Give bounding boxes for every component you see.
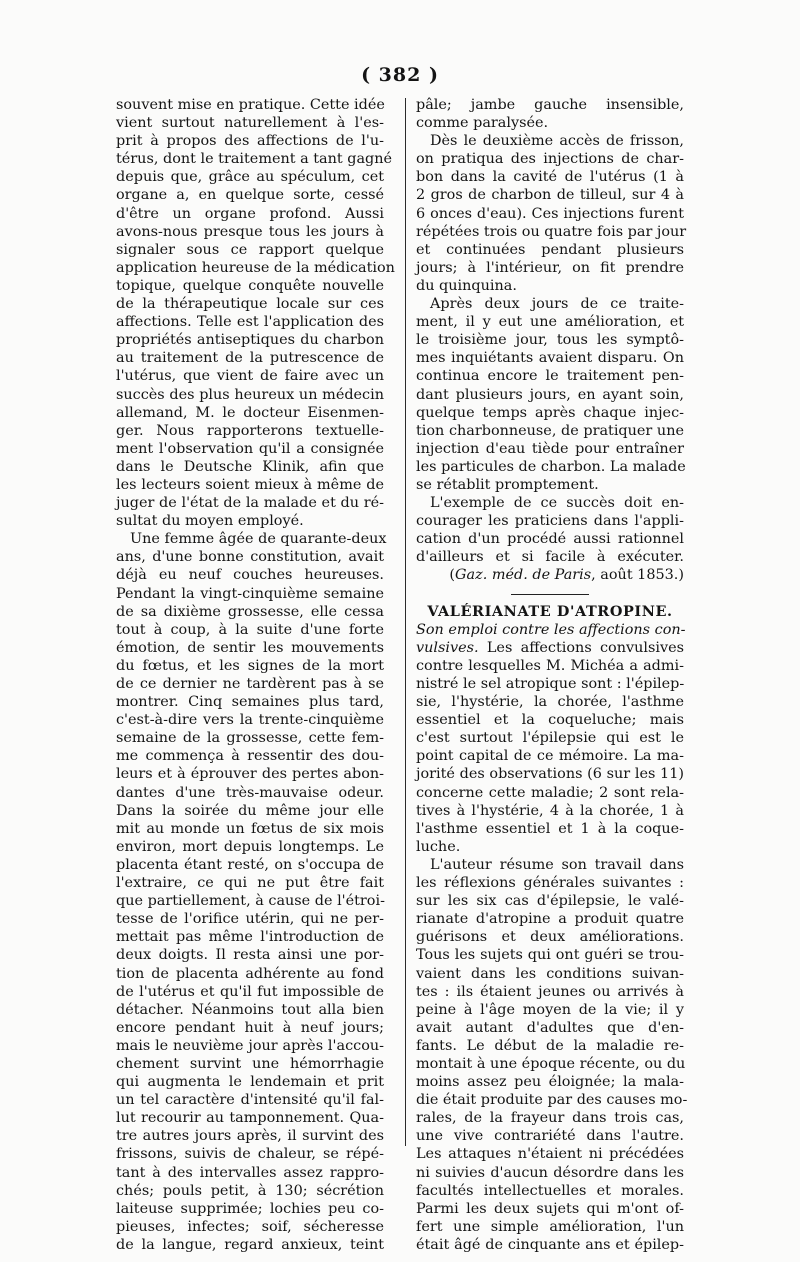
text-line: cation d'un procédé aussi rationnel <box>416 531 684 548</box>
text-line: tre autres jours après, il survint des <box>116 1128 384 1145</box>
text-line: térus, dont le traitement a tant gagné <box>116 151 393 168</box>
text-line: souvent mise en pratique. Cette idée <box>116 97 385 113</box>
text-line: du quinquina. <box>416 277 517 294</box>
right-column-bottom-text <box>416 639 688 1254</box>
text-line: die était produite par des causes mo- <box>416 1092 688 1109</box>
text-line: qui augmenta le lendemain et prit <box>116 1074 384 1091</box>
text-line: de ce dernier ne tardèrent pas à se <box>116 676 384 692</box>
text-line: prit à propos des affections de l'u- <box>116 133 384 150</box>
text-line: c'est surtout l'épilepsie qui est le <box>416 730 684 747</box>
text-line: pâle; jambe gauche insensible, <box>416 97 684 113</box>
text-line: mes inquiétants avaient disparu. On <box>416 350 684 367</box>
text-line: l'extraire, ce qui ne put être fait <box>116 875 384 892</box>
text-line: propriétés antiseptiques du charbon <box>116 332 384 349</box>
text-line: jours; à l'intérieur, on fit prendre <box>416 259 684 276</box>
text-line: topique, quelque conquête nouvelle <box>116 277 384 294</box>
text-line: 2 gros de charbon de tilleul, sur 4 à <box>416 187 684 204</box>
text-line: de sa dixième grossesse, elle cessa <box>116 603 384 620</box>
text-line: 6 onces d'eau). Ces injections furent <box>416 205 684 222</box>
text-line: Les attaques n'étaient ni précédées <box>416 1146 684 1163</box>
text-line: organe a, en quelque sorte, cessé <box>116 187 384 204</box>
text-line: les lecteurs soient mieux à même de <box>116 476 384 493</box>
text-line: ni suivies d'aucun désordre dans les <box>416 1164 684 1181</box>
text-line: allemand, M. le docteur Eisenmen- <box>116 404 384 421</box>
text-line: jorité des observations (6 sur les 11) <box>416 766 684 783</box>
section-separator-rule <box>416 585 684 603</box>
text-line: fants. Le début de la maladie re- <box>416 1037 684 1054</box>
citation-line: (Gaz. méd. de Paris, août 1853.) <box>449 567 684 584</box>
text-line: peine à l'âge moyen de la vie; il y <box>416 1001 684 1018</box>
text-line: répétées trois ou quatre fois par jour <box>416 223 687 240</box>
text-line: de la langue, regard anxieux, teint <box>116 1236 384 1253</box>
text-line: point capital de ce mémoire. La ma- <box>416 748 684 765</box>
text-line: environ, mort depuis longtemps. Le <box>116 838 384 855</box>
text-line: sultat du moyen employé. <box>116 513 304 530</box>
text-line: les particules de charbon. La malade <box>416 458 686 475</box>
text-line: c'est-à-dire vers la trente-cinquième <box>116 712 384 729</box>
text-line: luche. <box>416 838 461 855</box>
text-line: déjà eu neuf couches heureuses. <box>116 567 384 584</box>
text-line: continua encore le traitement pen- <box>416 368 684 385</box>
text-line: Pendant la vingt-cinquième semaine <box>116 585 384 602</box>
text-line: sur les six cas d'épilepsie, le valé- <box>416 893 684 910</box>
text-line: mais le neuvième jour après l'accou- <box>116 1037 384 1054</box>
text-line: leurs et à éprouver des pertes abon- <box>116 766 384 783</box>
text-line: une vive contrariété dans l'autre. <box>416 1128 684 1145</box>
text-line: se rétablit promptement. <box>416 476 599 493</box>
page-number: ( 382 ) <box>361 64 439 86</box>
text-line: tes : ils étaient jeunes ou arrivés à <box>416 983 684 1000</box>
text-line: tives à l'hystérie, 4 à la chorée, 1 à <box>416 802 684 819</box>
text-line: sie, l'hystérie, la chorée, l'asthme <box>416 694 684 711</box>
text-line: chement survint une hémorrhagie <box>116 1055 384 1072</box>
text-line: on pratiqua des injections de char- <box>416 151 684 168</box>
text-line: montrer. Cinq semaines plus tard, <box>116 694 384 711</box>
column-divider <box>405 98 406 1146</box>
text-line: chés; pouls petit, à 130; sécrétion <box>116 1182 384 1199</box>
text-line: tant à des intervalles assez rappro- <box>116 1164 384 1181</box>
citation-date: , août 1853.) <box>591 567 684 584</box>
text-line: quelque temps après chaque injec- <box>416 404 684 421</box>
section-subtitle-text: Son emploi contre les affections con- <box>416 621 686 638</box>
text-line: Une femme âgée de quarante-deux <box>130 531 387 548</box>
text-line: guérisons et deux améliorations. <box>416 929 684 946</box>
text-line: mit au monde un fœtus de six mois <box>116 820 384 837</box>
text-line: deux doigts. Il resta ainsi une por- <box>116 947 384 964</box>
text-line: L'auteur résume son travail dans <box>430 856 684 873</box>
text-line: me commença à ressentir des dou- <box>116 748 384 765</box>
text-line: ment, il y eut une amélioration, et <box>416 314 684 331</box>
text-line: d'être un organe profond. Aussi <box>116 205 384 222</box>
text-line: placenta étant resté, on s'occupa de <box>116 856 384 873</box>
text-line: ment l'observation qu'il a consignée <box>116 440 384 457</box>
text-line: comme paralysée. <box>416 115 549 132</box>
text-line: vaient dans les conditions suivan- <box>416 965 684 982</box>
text-line: avons-nous presque tous les jours à <box>116 223 384 240</box>
text-line: vulsives. Les affections convulsives <box>416 639 684 656</box>
text-line: dantes d'une très-mauvaise odeur. <box>116 784 384 801</box>
text-line: Dès le deuxième accès de frisson, <box>430 133 684 150</box>
text-line: tion charbonneuse, de pratiquer une <box>416 422 684 439</box>
text-line: un tel caractère d'intensité qu'il fal- <box>116 1092 384 1109</box>
text-line: laiteuse supprimée; lochies peu co- <box>116 1200 384 1217</box>
text-line: courager les praticiens dans l'appli- <box>416 513 684 530</box>
text-line: vient surtout naturellement à l'es- <box>116 115 384 132</box>
right-column-top-text <box>416 96 687 566</box>
text-line: fert une simple amélioration, l'un <box>416 1218 684 1235</box>
text-line: Parmi les deux sujets qui m'ont of- <box>416 1200 684 1217</box>
text-line: que partiellement, à cause de l'étroi- <box>116 893 385 910</box>
text-line: tesse de l'orifice utérin, qui ne per- <box>116 911 384 928</box>
right-column <box>416 96 688 1254</box>
left-column <box>116 96 395 1254</box>
text-line: essentiel et la coqueluche; mais <box>416 712 684 729</box>
text-line: rianate d'atropine a produit quatre <box>416 911 684 928</box>
text-line: le troisième jour, tous les symptô- <box>416 332 684 349</box>
text-line: dant plusieurs jours, en ayant soin, <box>416 386 684 403</box>
text-line: juger de l'état de la malade et du ré- <box>116 495 384 512</box>
text-line: détacher. Néanmoins tout alla bien <box>116 1001 384 1018</box>
text-line: l'utérus, que vient de faire avec un <box>116 368 384 385</box>
text-line: L'exemple de ce succès doit en- <box>430 495 684 512</box>
text-line: ans, d'une bonne constitution, avait <box>116 549 384 566</box>
text-line: affections. Telle est l'application des <box>116 314 384 331</box>
text-line: l'asthme essentiel et 1 à la coque- <box>416 820 684 837</box>
text-line: tion de placenta adhérente au fond <box>116 965 384 982</box>
text-line: contre lesquelles M. Michéa a admi- <box>416 657 684 674</box>
text-line: concerne cette maladie; 2 sont rela- <box>416 784 684 801</box>
text-line: mettait pas même l'introduction de <box>116 929 384 946</box>
text-line: encore pendant huit à neuf jours; <box>116 1019 384 1036</box>
text-line: tout à coup, à la suite d'une forte <box>116 621 384 638</box>
text-line: lut recourir au tamponnement. Qua- <box>116 1110 384 1127</box>
text-line: était âgé de cinquante ans et épilep- <box>416 1236 684 1253</box>
text-line: rales, de la frayeur dans trois cas, <box>416 1110 684 1127</box>
text-line: injection d'eau tiède pour entraîner <box>416 440 684 457</box>
text-line: Dans la soirée du même jour elle <box>116 802 384 819</box>
text-line: facultés intellectuelles et morales. <box>416 1182 684 1199</box>
text-line: bon dans la cavité de l'utérus (1 à <box>416 169 684 186</box>
text-line: moins assez peu éloignée; la mala- <box>416 1074 684 1091</box>
text-line: frissons, suivis de chaleur, se répé- <box>116 1146 384 1163</box>
text-line: Tous les sujets qui ont guéri se trou- <box>416 947 684 964</box>
text-line: nistré le sel atropique sont : l'épilep- <box>416 676 685 692</box>
text-line: au traitement de la putrescence de <box>116 350 384 367</box>
text-line: depuis que, grâce au spéculum, cet <box>116 169 384 186</box>
text-line: émotion, de sentir les mouvements <box>116 639 384 656</box>
text-line: avait autant d'adultes que d'en- <box>416 1019 684 1036</box>
text-line: application heureuse de la médication <box>116 259 395 276</box>
text-line: les réflexions générales suivantes : <box>416 875 684 892</box>
text-line: du fœtus, et les signes de la mort <box>116 657 384 674</box>
text-line: de la thérapeutique locale sur ces <box>116 296 384 313</box>
text-line: pieuses, infectes; soif, sécheresse <box>116 1218 384 1235</box>
text-line: de l'utérus et qu'il fut impossible de <box>116 983 384 1000</box>
text-line: ger. Nous rapporterons textuelle- <box>116 422 384 439</box>
text-line: montait à une époque récente, ou du <box>416 1055 686 1072</box>
text-line: d'ailleurs et si facile à exécuter. <box>416 549 684 566</box>
section-subtitle <box>416 621 684 639</box>
text-line: signaler sous ce rapport quelque <box>116 241 384 258</box>
text-line: dans le Deutsche Klinik, afin que <box>116 458 384 475</box>
text-line: succès des plus heureux un médecin <box>116 386 384 403</box>
text-line: semaine de la grossesse, cette fem- <box>116 730 384 747</box>
section-heading: VALÉRIANATE D'ATROPINE. <box>427 602 673 620</box>
citation-journal: Gaz. méd. de Paris <box>455 567 592 584</box>
text-line: Après deux jours de ce traite- <box>430 296 684 313</box>
text-line: et continuées pendant plusieurs <box>416 241 684 258</box>
